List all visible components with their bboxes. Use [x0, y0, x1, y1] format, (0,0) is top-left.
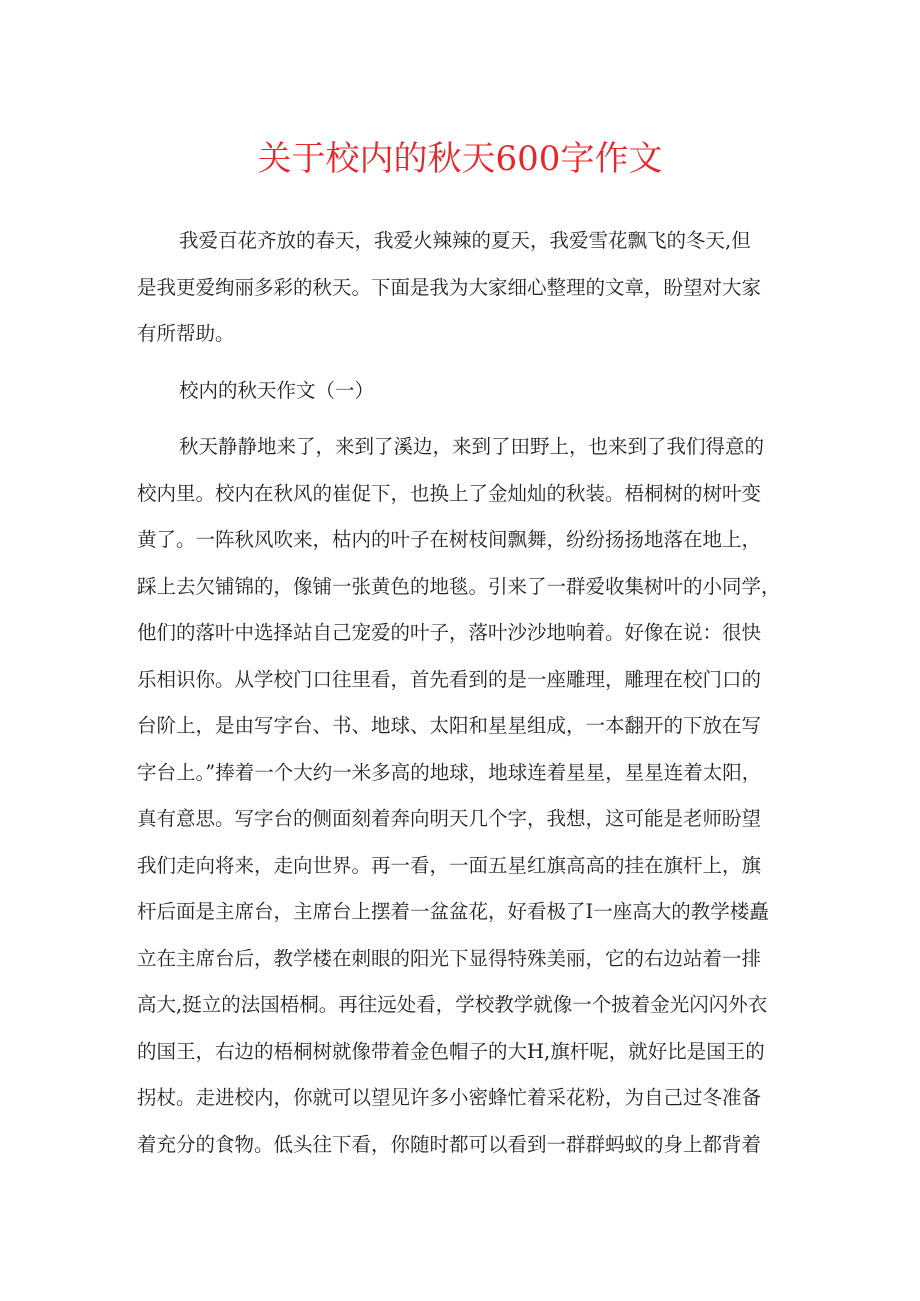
- text-line: 他们的落叶中选择站自己宠爱的叶子，落叶沙沙地响着。好像在说：很快: [137, 621, 762, 644]
- text-line: 是我更爱绚丽多彩的秋天。下面是我为大家细心整理的文章，盼望对大家: [137, 275, 762, 299]
- text-line: 我爱百花齐放的春天，我爱火辣辣的夏天，我爱雪花飘飞的冬天,但: [179, 229, 751, 252]
- intro-paragraph: [137, 218, 787, 358]
- document-body: [137, 218, 787, 1168]
- text-line: 我们走向将来，走向世界。再一看，一面五星红旗高高的挂在旗杆上，旗: [137, 853, 762, 877]
- text-line: 着充分的食物。低头往下看，你随时都可以看到一群群蚂蚁的身上都背着: [137, 1132, 762, 1156]
- text-line: 拐杖。走进校内，你就可以望见许多小密蜂忙着采花粉，为自己过冬准备: [137, 1086, 762, 1109]
- section-heading: 校内的秋天作文（一）: [179, 378, 375, 402]
- text-line: 校内里。校内在秋风的崔促下，也换上了金灿灿的秋装。梧桐树的树叶变: [137, 481, 762, 505]
- document-title: 关于校内的秋天600字作文: [257, 139, 663, 179]
- text-line: 的国王，右边的梧桐树就像带着金色帽子的大H,旗杆呢，就好比是国王的: [137, 1039, 765, 1063]
- text-line: 高大,挺立的法国梧桐。再往远处看，学校教学就像一个披着金光闪闪外衣: [137, 993, 768, 1016]
- section-heading-paragraph: [137, 368, 787, 415]
- text-line: 乐相识你。从学校门口往里看，首先看到的是一座雕理，雕理在校门口的: [137, 667, 762, 691]
- text-line: 有所帮助。: [137, 322, 235, 345]
- text-line: 踩上去欠铺锦的，像铺一张黄色的地毯。引来了一群爱收集树叶的小同学，: [137, 574, 781, 598]
- text-line: 台阶上，是由写字台、书、地球、太阳和星星组成，一本翻开的下放在写: [137, 714, 762, 737]
- text-line: 真有意思。写字台的侧面刻着奔向明天几个字，我想，这可能是老师盼望: [137, 807, 762, 830]
- text-line: 立在主席台后，教学楼在刺眼的阳光下显得特殊美丽，它的右边站着一排: [137, 946, 762, 970]
- text-line: 字台上。”捧着一个大约一米多高的地球，地球连着星星，星星连着太阳，: [137, 760, 762, 784]
- text-line: 秋天静静地来了，来到了溪边，来到了田野上，也来到了我们得意的: [179, 435, 765, 458]
- body-paragraph: [137, 424, 787, 1168]
- text-line: 黄了。一阵秋风吹来，枯内的叶子在树枝间飘舞，纷纷扬扬地落在地上，: [137, 528, 762, 551]
- text-line: 杆后面是主席台，主席台上摆着一盆盆花，好看极了I一座高大的教学楼矗: [137, 900, 769, 923]
